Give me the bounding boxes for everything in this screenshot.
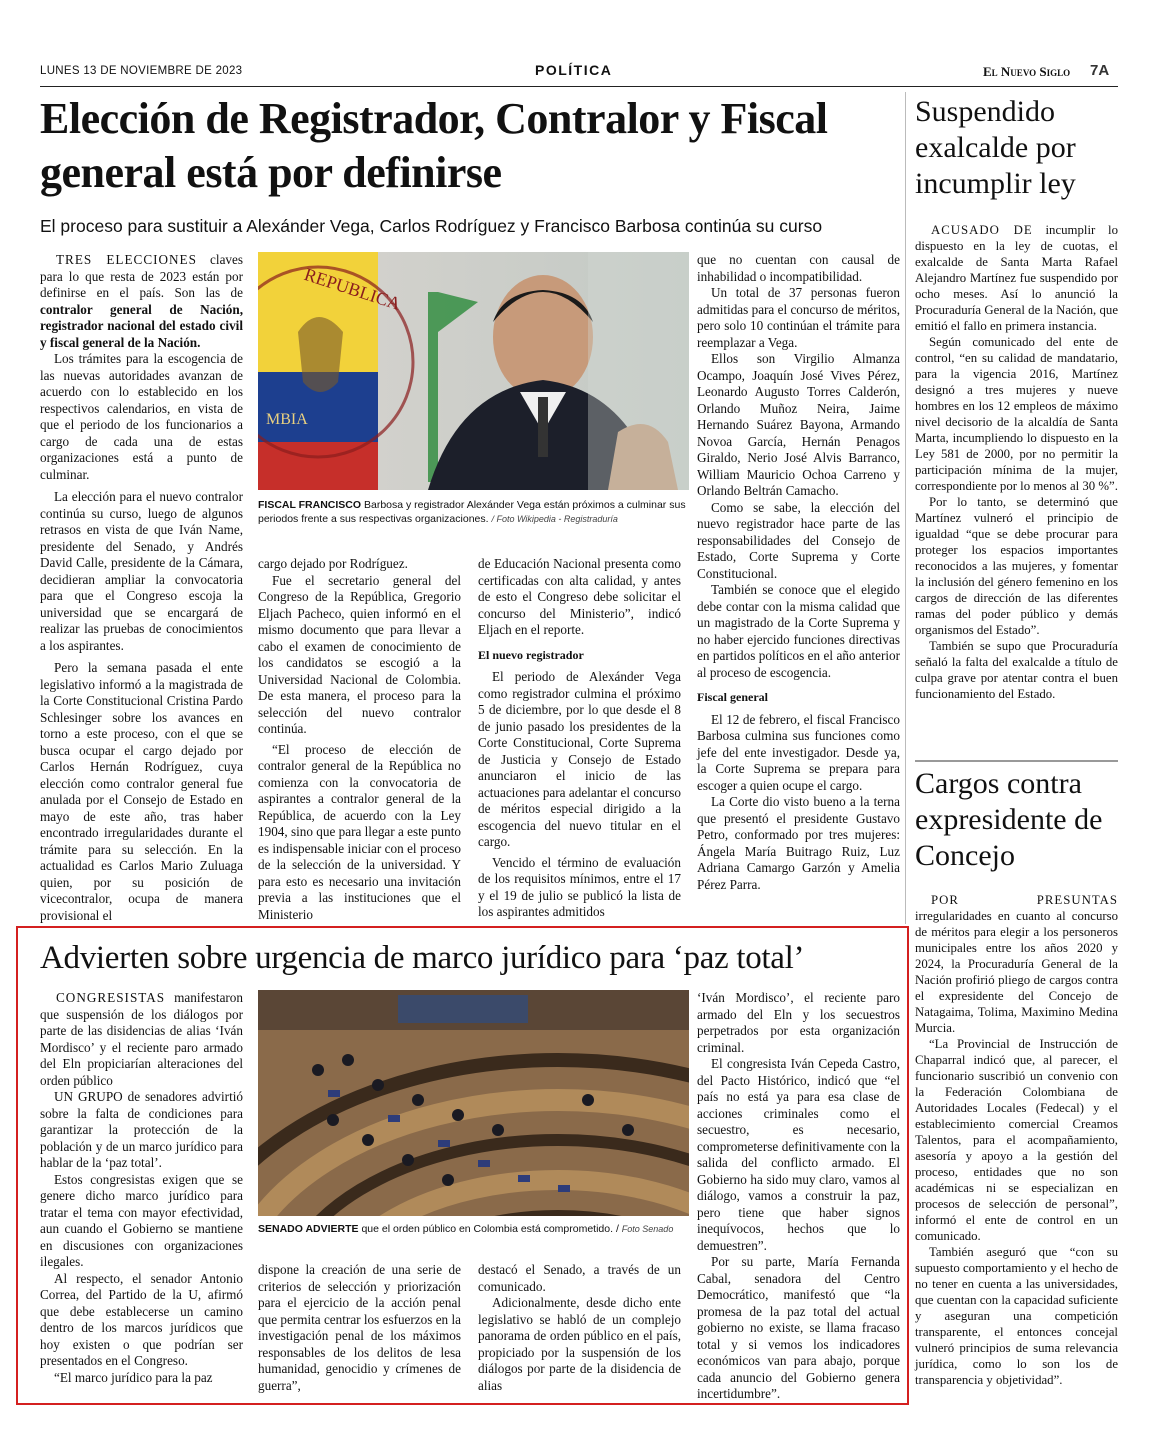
header-rule — [40, 86, 1118, 87]
second-col-4 — [697, 990, 900, 1403]
photo-caption-2 — [258, 1222, 689, 1236]
paragraph: Al respecto, el senador Antonio Correa, del Partido de la U, afirmó que debe establecerse un camino dentro de los marcos jurídicos que hoy existen o que podrían ser presentados en el Congreso. — [40, 1270, 243, 1368]
photo-registrador — [258, 252, 689, 490]
paragraph: Por su parte, María Fernanda Cabal, senadora del Centro Democrático, manifestó que “la promesa de la paz total del actual gobierno no existe, se llama fracaso total y si vemos los indicadores económicos van para abajo, porque cada anuncio del Gobierno genera incertidumbre”. — [697, 1254, 900, 1401]
paragraph: También aseguró que “con su supuesto comportamiento y el hecho de no tener en cuenta a las universidades, que cuentan con la capacidad suficiente y aseguran una competición transparente, el entonces concejal vulneró principios de suma relevancia jurídica, como lo son los de transparencia y objetividad”. — [915, 1245, 1118, 1387]
second-col-1 — [40, 990, 243, 1386]
paragraph: de Educación Nacional presenta como certificadas con alta calidad, y antes de esto el Congreso debe solicitar el concurso del Ministerio”, indicó Eljach en el reporte. — [478, 556, 681, 637]
paragraph: Los trámites para la escogencia de las nuevas autoridades avanzan de acuerdo con lo establecido en los respectivos calendarios, en vista de que el periodo de los funcionarios a cargo de cada una de estas organizaciones está a punto de culminar. — [40, 351, 243, 482]
lead-in: CONGRESISTAS — [56, 990, 166, 1005]
paragraph: “El proceso de elección de contralor general de la República no comienza con la convocatoria de aspirantes a contralor general de la República, de acuerdo con la Ley 1904, sino que para llegar a este punto es indispensable iniciar con el proceso de la selección de la universidad. Y para esto es necesario una invitación previa a las instituciones que el Ministerio — [258, 741, 461, 922]
second-col-3 — [478, 1262, 681, 1394]
sidebar2-body — [915, 892, 1118, 1388]
photo-senado — [258, 990, 689, 1216]
page-number: 7A — [1090, 62, 1110, 79]
paragraph: destacó el Senado, a través de un comunicado. — [478, 1262, 681, 1294]
issue-date: LUNES 13 DE NOVIEMBRE DE 2023 — [40, 65, 243, 77]
paragraph: Por lo tanto, se determinó que Martínez vulneró el principio de igualdad “que se debe procurar para proteger los espacios importantes reconocidos a las mujeres, y fomentar la inclusión del género femenino en los cargos de dirección de las diferentes ramas del poder público y demás organismos del Estado”. — [915, 495, 1118, 637]
main-col-1 — [40, 252, 243, 924]
paragraph: También se conoce que el elegido debe contar con la misma calidad que un magistrado de la Corte Suprema y no haber ejercido funciones directivas en partidos políticos en el año anterior al proceso de escogencia. — [697, 582, 900, 680]
section-name: POLÍTICA — [535, 62, 613, 78]
paragraph: que no cuentan con causal de inhabilidad o incompatibilidad. — [697, 252, 900, 284]
subhead-fiscal: Fiscal general — [697, 690, 768, 704]
paragraph: La Corte dio visto bueno a la terna que presentó el presidente Gustavo Petro, conformado por tres mujeres: Ángela María Buitrago Ruiz, Luz Adriana Camargo Garzón y Amelia Pérez Parra. — [697, 794, 900, 892]
subhead-registrador: El nuevo registrador — [478, 647, 584, 662]
paragraph: ‘Iván Mordisco’, el reciente paro armado del Eln y los secuestros perpetrados por esta organización criminal. — [697, 990, 900, 1055]
caption-text: Barbosa y registrador Alexánder Vega están próximos a culminar sus periodos frente a sus respectivas organizaciones. — [258, 499, 686, 525]
caption-lead: FISCAL FRANCISCO — [258, 499, 362, 511]
main-col-3 — [478, 556, 681, 921]
paragraph: UN GRUPO de senadores advirtió sobre la falta de condiciones para garantizar la protección de la población y de un marco jurídico para hablar de la ‘paz total’. — [40, 1089, 243, 1170]
photo-senado-image — [258, 990, 689, 1216]
main-deck: El proceso para sustituir a Alexánder Vega, Carlos Rodríguez y Francisco Barbosa continúa su curso — [40, 216, 823, 236]
lead-in: TRES ELECCIONES — [56, 252, 197, 267]
paragraph: Pero la semana pasada el ente legislativo informó a la magistrada de la Corte Constitucional Cristina Pardo Schlesinger sobre los avances en torno a este proceso, con el que se busca ocupar el cargo dejado por Carlos Hernán Rodríguez, cuya elección como contralor general fue anulada por el Consejo de Estado en mayo de este año, tras haber encontrado irregularidades durante el trámite para su selección. En la actualidad es Carlos Mario Zuluaga quien, por su posición de vicecontralor, ocupa de manera provisional el — [40, 660, 243, 923]
second-col-2 — [258, 1262, 461, 1394]
paragraph: claves para lo que resta de 2023 están por definirse en el país. Son las de — [40, 252, 243, 300]
paragraph: La elección para el nuevo contralor continúa su curso, luego de algunos retrasos en vista de que Iván Name, presidente del Senado, y Andrés David Calle, presidente de la Cámara, decidieran ampliar la convocatoria para que el Congreso escoja la universidad que se encargará de realizar las pruebas de conocimientos a los aspirantes. — [40, 489, 243, 653]
paragraph: Como se sabe, la elección del nuevo registrador hace parte de las responsabilidades del Consejo de Estado, Corte Suprema y Corte Constitucional. — [697, 499, 900, 581]
paragraph: “La Provincial de Instrucción de Chaparral indicó que, al parecer, el funcionario suscribió un convenio con la Federación Colombiana de Autoridades Locales (Fedecal) y el establecimiento comercial Creamos Talentos, para el acompañamiento, asesoría y apoyo a la gestión del proceso, entidades que no son académicas ni se especializan en procesos de selección de personal”, informó el ente de control en un comunicado. — [915, 1037, 1118, 1243]
paragraph: El periodo de Alexánder Vega como registrador culmina el próximo 5 de diciembre, por lo que desde el 8 de junio pasado los presidentes de la Corte Constitucional, Corte Suprema de Justicia y Consejo de Estado anunciaron el inicio de las actuaciones para adelantar el concurso de méritos especial dirigido a la escogencia del nuevo titular en el cargo. — [478, 669, 681, 849]
photo-credit: Foto Senado — [621, 1224, 674, 1234]
main-col-2 — [258, 556, 461, 923]
paragraph: Según comunicado del ente de control, “en su calidad de mandatario, para la vigencia 2016, Martínez designó a tres mujeres y nueve hombres en los 12 empleos de máximo nivel decisorio de la alcaldía de Santa Marta, incumpliendo lo dispuesto en la Ley 581 de 2000, por no permitir la participación mínima de la mujer, correspondiente por lo menos al 30 %”. — [915, 335, 1118, 493]
second-headline: Advierten sobre urgencia de marco jurídico para ‘paz total’ — [40, 940, 805, 976]
paragraph: Estos congresistas exigen que se genere dicho marco jurídico para tratar el tema con mayor efectividad, aun cuando el Gobierno se mantiene en discusiones con organizaciones ilegales. — [40, 1171, 243, 1269]
caption-lead: SENADO ADVIERTE — [258, 1223, 359, 1235]
photo-registrador-image — [258, 252, 689, 490]
paragraph: Adicionalmente, desde dicho ente legislativo se habló de un complejo panorama de orden público en el país, propiciado por la suspensión de los diálogos por parte de la disidencia de alias — [478, 1295, 681, 1393]
flag-text-2: MBIA — [266, 411, 308, 428]
lead-in: ACUSADO DE — [931, 223, 1033, 237]
photo-caption-1 — [258, 498, 689, 526]
paragraph: “El marco jurídico para la paz — [54, 1369, 213, 1385]
paragraph: dispone la creación de una serie de criterios de selección y priorización para el ejercicio de la acción penal que permita centrar los esfuerzos en la investigación penal de los máximos responsables de los delitos de lesa humanidad, genocidio y crímenes de guerra”, — [258, 1262, 461, 1393]
paragraph: Fue el secretario general del Congreso de la República, Gregorio Eljach Pacheco, quien informó en el mismo documento que para llevar a cabo el examen de conocimiento de los candidatos se escogió a la Universidad Nacional de Colombia. De esta manera, el proceso para la selección del nuevo contralor continúa. — [258, 572, 461, 736]
paragraph: cargo dejado por Rodríguez. — [258, 556, 408, 571]
main-col-4 — [697, 252, 900, 893]
caption-text: que el orden público en Colombia está comprometido. / — [358, 1223, 622, 1235]
column-divider — [905, 92, 906, 924]
sidebar1-body — [915, 222, 1118, 702]
paragraph: El 12 de febrero, el fiscal Francisco Barbosa culmina sus funciones como jefe del ente investigador. Desde ya, la Corte Suprema se prepara para escoger a quien ocupe el cargo. — [697, 711, 900, 793]
paragraph: Ellos son Virgilio Almanza Ocampo, Joaquín José Vives Pérez, Leonardo Augusto Torres Calderón, Orlando Muñoz Neira, Jaime Hernando Suárez Bayona, Armando Novoa García, Hernán Penagos Giraldo, Nerio José Alvis Barranco, William Mauricio Ochoa Carreno y Orlando Beltrán Camacho. — [697, 351, 900, 498]
main-headline: Elección de Registrador, Contralor y Fiscal general está por definirse — [40, 94, 828, 197]
paragraph: También se supo que Procuraduría señaló la falta del exalcalde a título de culpa grave por atentar contra el buen funcionamiento del Estado. — [915, 639, 1118, 701]
paragraph: Un total de 37 personas fueron admitidas para el concurso de méritos, pero solo 10 continúan el trámite para reemplazar a Vega. — [697, 285, 900, 350]
bold-text: contralor general de Nación, registrador nacional del estado civil y fiscal general de la Nación. — [40, 301, 243, 350]
paragraph: El congresista Iván Cepeda Castro, del Pacto Histórico, indicó que “el país no está ya para esa clase de acciones criminales como el secuestro, es necesario, comprometerse definitivamente con la salida del conflicto armado. El Gobierno ha sido muy claro, vamos al diálogo, vamos a construir la paz, pero tiene que haber signos inequívocos, hechos que lo demuestren”. — [697, 1056, 900, 1253]
newspaper-name: El Nuevo Siglo — [983, 64, 1071, 79]
sidebar-divider — [915, 760, 1118, 762]
photo-credit: / Foto Wikipedia - Registraduría — [491, 514, 618, 524]
flag-text: REPUBLICA — [301, 264, 404, 314]
paragraph: Vencido el término de evaluación de los requisitos mínimos, entre el 17 y el 19 de julio se publicó la lista de los aspirantes admitidos — [478, 854, 681, 919]
paragraph: irregularidades en cuanto al concurso de méritos para elegir a los personeros municipales entre los años 2020 y 2024, la Procuraduría General de la Nación profirió pliego de cargos contra el expresidente del Concejo de Natagaima, Tolima, Maximino Medina Murcia. — [915, 909, 1118, 1035]
sidebar1-title: Suspendido exalcalde por incumplir ley — [915, 95, 1076, 200]
lead-in: POR PRESUNTAS — [931, 893, 1118, 907]
page-header — [40, 62, 1118, 84]
paragraph: manifestaron que suspensión de los diálogos por parte de las disidencias de alias ‘Iván Mordisco’ y el reciente paro armado del Eln propiciarían alteraciones del orden público — [40, 990, 243, 1088]
paragraph: incumplir lo dispuesto en la ley de cuotas, el exalcalde de Santa Marta Rafael Alejandro Martínez fue suspendido por ocho meses. Así lo anunció la Procuraduría General de la Nación, que emitió el fallo en primera instancia. — [915, 223, 1119, 333]
sidebar2-title: Cargos contra expresidente de Concejo — [915, 767, 1103, 872]
